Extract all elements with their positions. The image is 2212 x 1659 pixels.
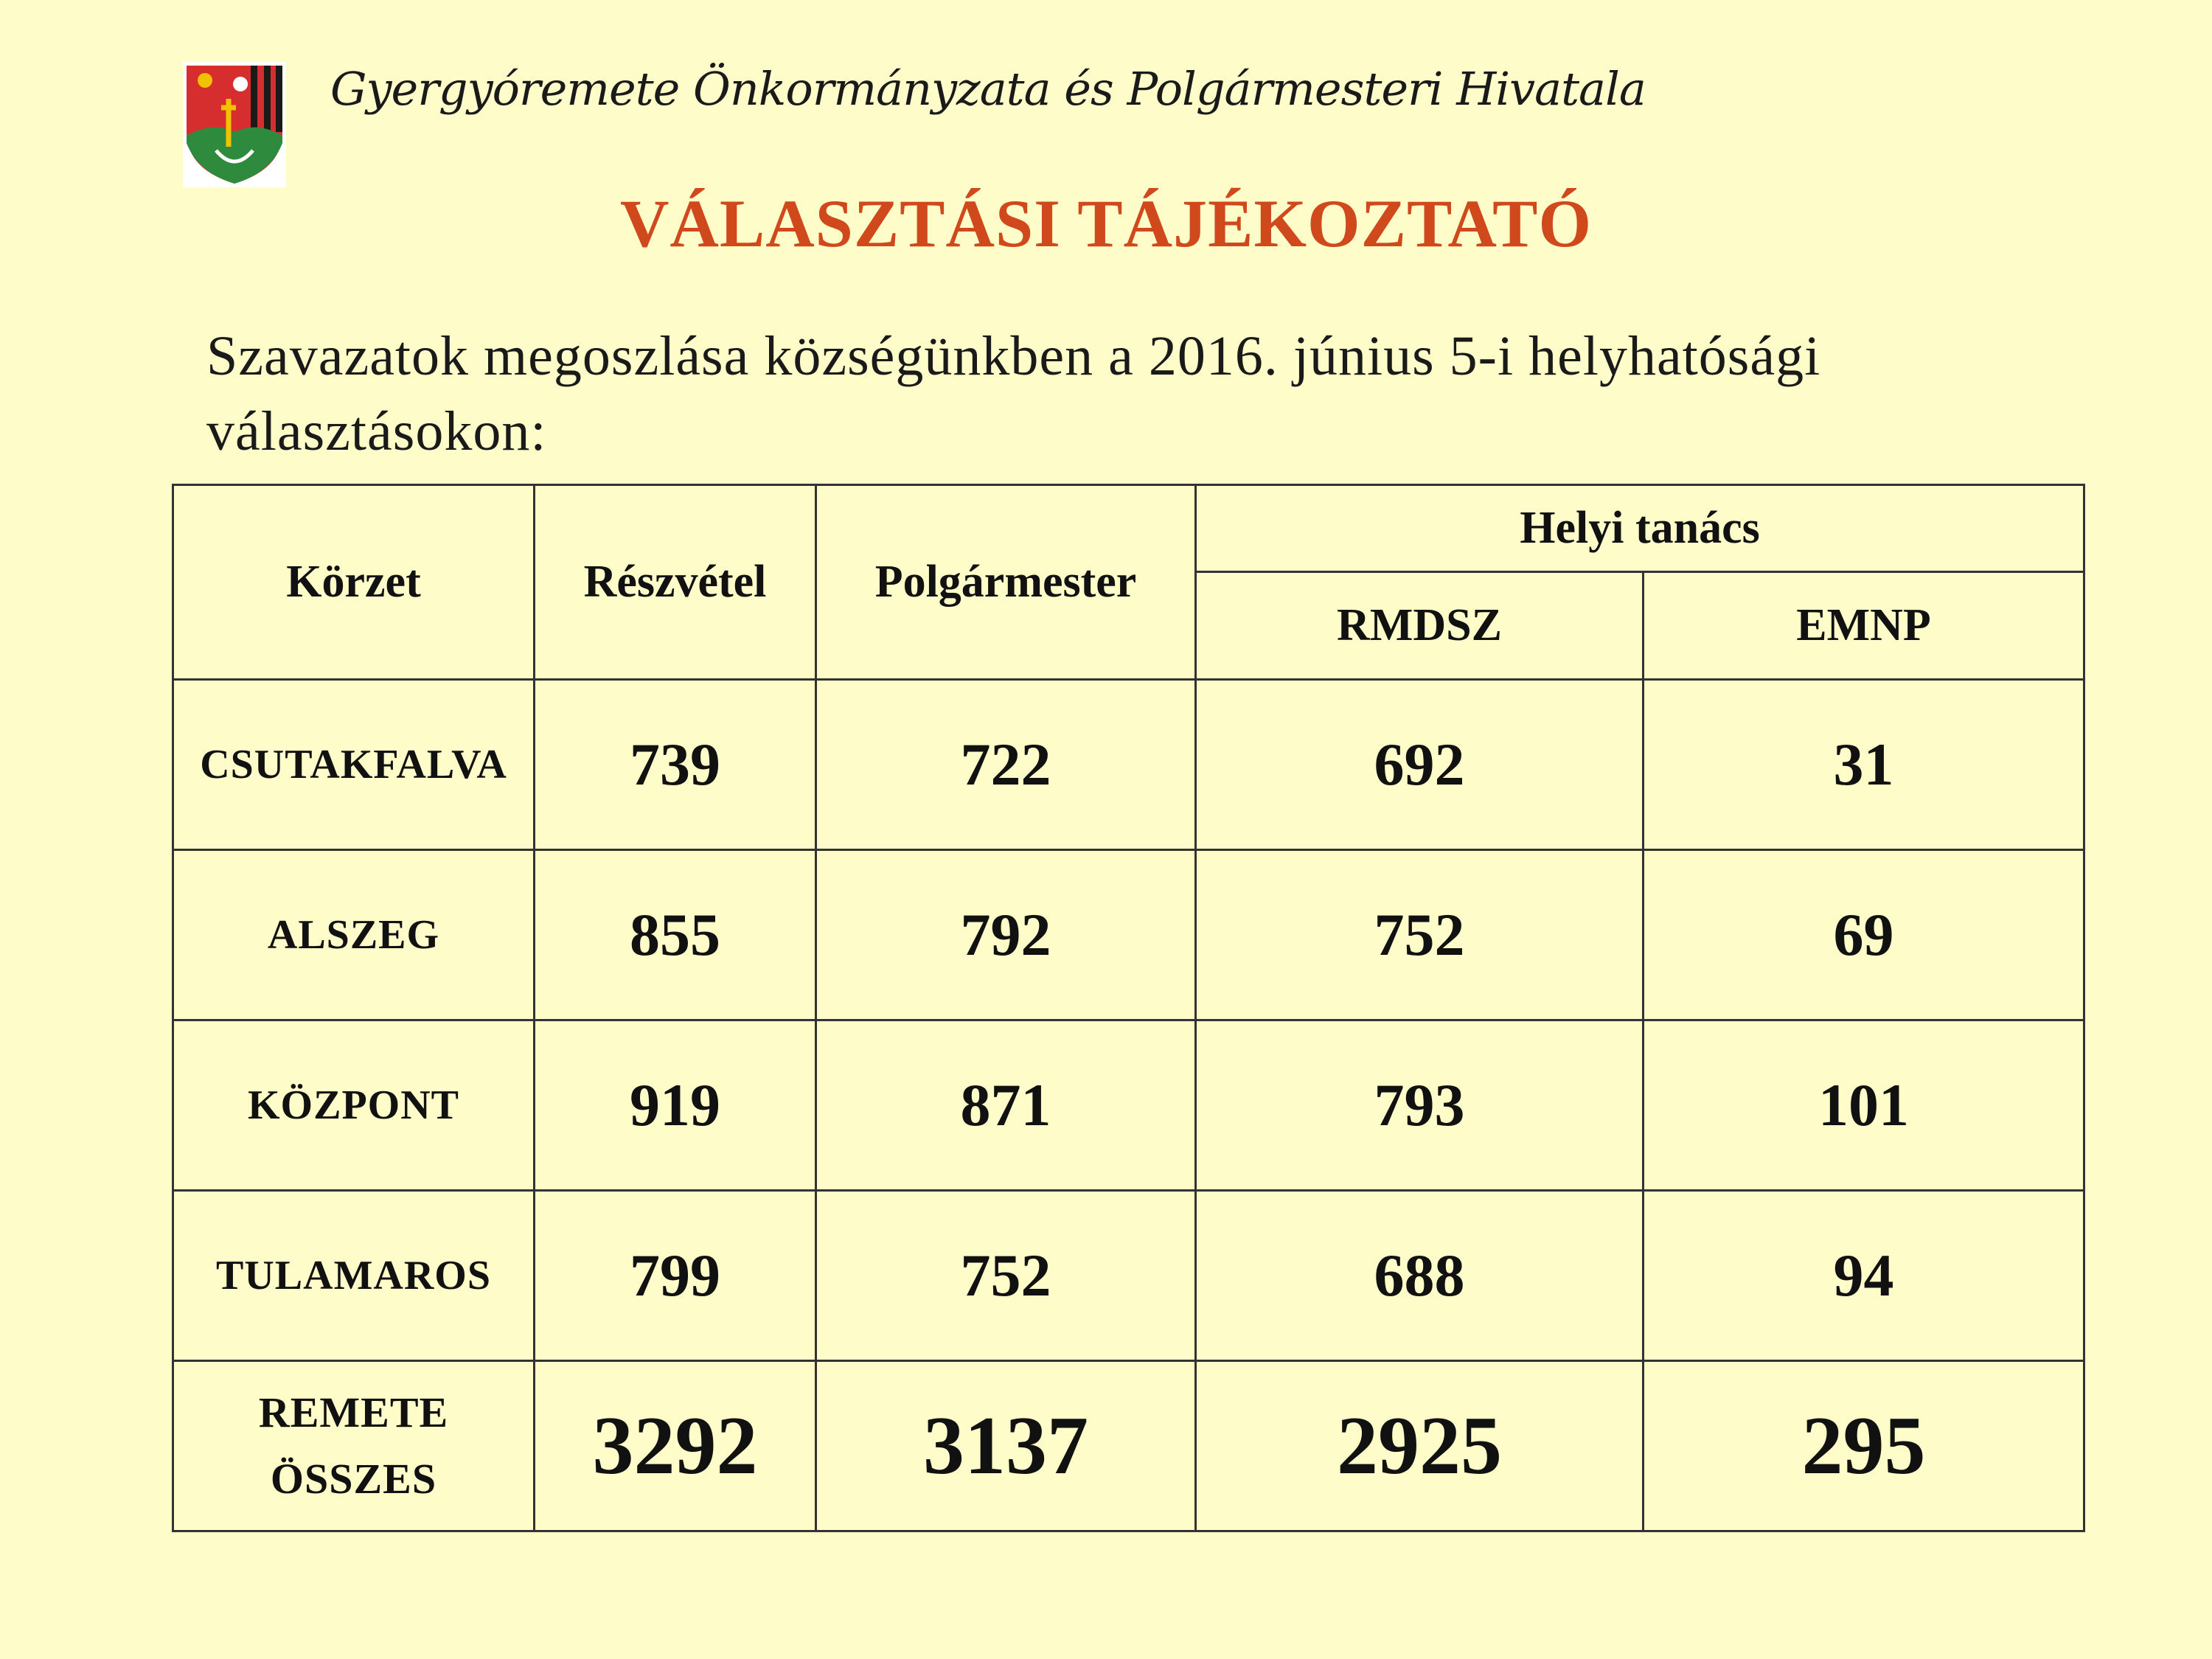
- district-cell: KÖZPONT: [173, 1020, 535, 1191]
- total-label-line2: ÖSSZES: [270, 1455, 437, 1503]
- turnout-cell: 799: [535, 1191, 816, 1361]
- rmdsz-cell: 793: [1196, 1020, 1644, 1191]
- emnp-cell: 69: [1644, 850, 2084, 1020]
- table-row: [173, 680, 2084, 850]
- total-mayor-cell: 3137: [816, 1361, 1196, 1531]
- header-rmdsz: RMDSZ: [1196, 572, 1644, 680]
- header-mayor: Polgármester: [816, 485, 1196, 680]
- total-rmdsz-cell: 2925: [1196, 1361, 1644, 1531]
- mayor-cell: 792: [816, 850, 1196, 1020]
- emnp-cell: 31: [1644, 680, 2084, 850]
- district-cell: CSUTAKFALVA: [173, 680, 535, 850]
- mayor-cell: 871: [816, 1020, 1196, 1191]
- total-turnout-cell: 3292: [535, 1361, 816, 1531]
- table-row: [173, 850, 2084, 1020]
- subtitle: Szavazatok megoszlása községünkben a 2016. június 5-i helyhatósági választásokon:: [206, 325, 1821, 462]
- table-row: [173, 1191, 2084, 1361]
- total-district-cell: [173, 1361, 535, 1531]
- emnp-cell: 94: [1644, 1191, 2084, 1361]
- turnout-cell: 739: [535, 680, 816, 850]
- header-district: Körzet: [173, 485, 535, 680]
- rmdsz-cell: 692: [1196, 680, 1644, 850]
- total-emnp-cell: 295: [1644, 1361, 2084, 1531]
- coat-of-arms-logo: [183, 62, 286, 187]
- rmdsz-cell: 752: [1196, 850, 1644, 1020]
- turnout-cell: 919: [535, 1020, 816, 1191]
- election-results-table: [172, 484, 2085, 1532]
- turnout-cell: 855: [535, 850, 816, 1020]
- organization-name: Gyergyóremete Önkormányzata és Polgármesteri Hivatala: [330, 62, 1646, 116]
- header-turnout: Részvétel: [535, 485, 816, 680]
- emnp-cell: 101: [1644, 1020, 2084, 1191]
- header-emnp: EMNP: [1644, 572, 2084, 680]
- total-label-line1: REMETE: [258, 1388, 449, 1436]
- page-title: VÁLASZTÁSI TÁJÉKOZTATÓ: [619, 186, 1593, 261]
- rmdsz-cell: 688: [1196, 1191, 1644, 1361]
- total-row: [173, 1361, 2084, 1531]
- table-row: [173, 1020, 2084, 1191]
- table-header-row: [173, 485, 2084, 572]
- district-cell: TULAMAROS: [173, 1191, 535, 1361]
- mayor-cell: 722: [816, 680, 1196, 850]
- header-local-council: Helyi tanács: [1196, 485, 2084, 572]
- mayor-cell: 752: [816, 1191, 1196, 1361]
- district-cell: ALSZEG: [173, 850, 535, 1020]
